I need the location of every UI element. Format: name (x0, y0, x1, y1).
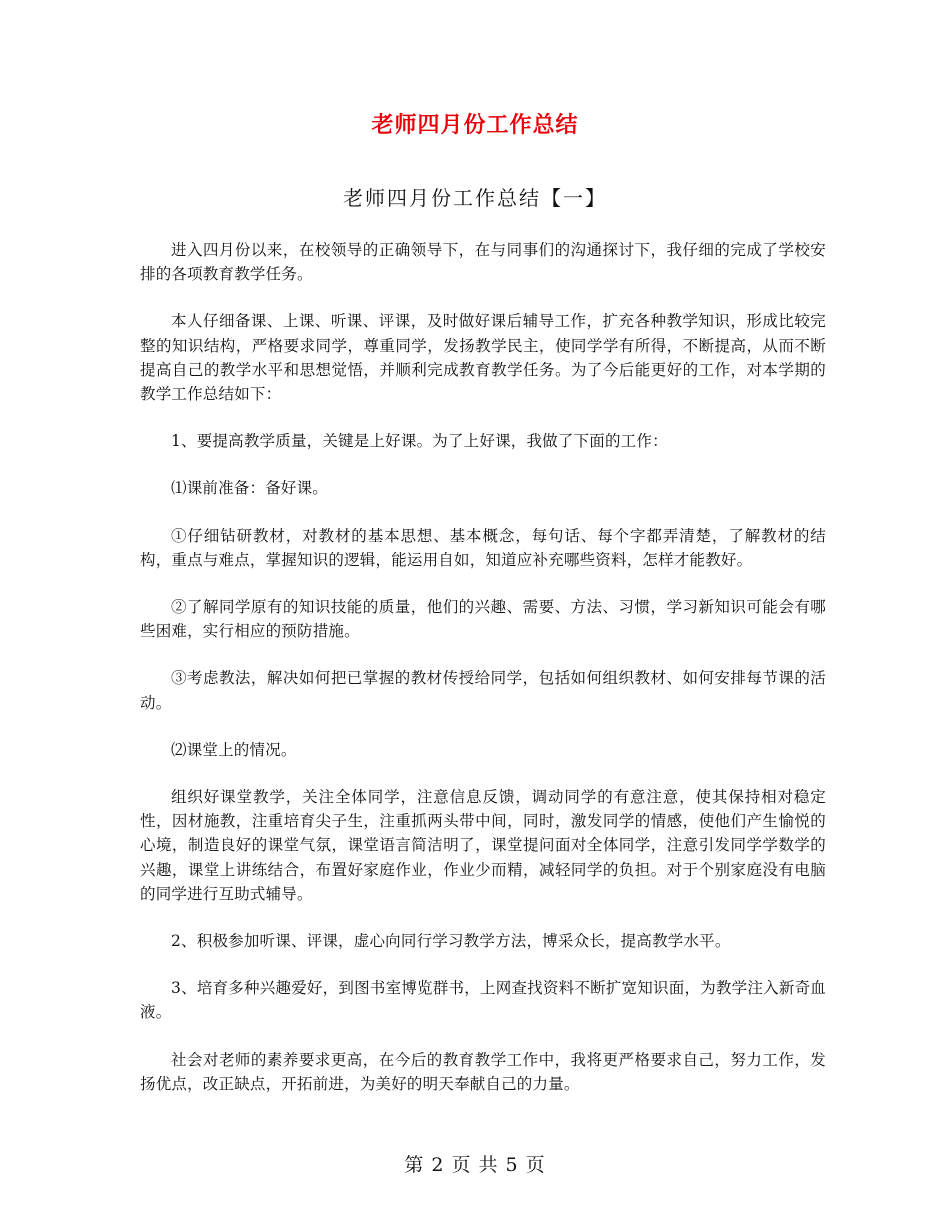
paragraph: ②了解同学原有的知识技能的质量，他们的兴趣、需要、方法、习惯，学习新知识可能会有哪些困难，实行相应的预防措施。 (140, 598, 826, 641)
paragraph: 进入四月份以来，在校领导的正确领导下，在与同事们的沟通探讨下，我仔细的完成了学校安排的各项教育教学任务。 (140, 241, 826, 284)
paragraph: ⑵课堂上的情况。 (171, 740, 297, 759)
paragraph: 2、积极参加听课、评课，虚心向同行学习教学方法，博采众长，提高教学水平。 (171, 932, 731, 951)
document-title: 老师四月份工作总结 (371, 112, 579, 138)
paragraph: 3、培育多种兴趣爱好，到图书室博览群书，上网查找资料不断扩宽知识面，为教学注入新奇血液。 (140, 979, 826, 1022)
paragraph: ③考虑教法，解决如何把已掌握的教材传授给同学，包括如何组织教材、如何安排每节课的活动。 (140, 669, 826, 712)
paragraph: 社会对老师的素养要求更高，在今后的教育教学工作中，我将更严格要求自己，努力工作，发扬优点，改正缺点，开拓前进，为美好的明天奉献自己的力量。 (140, 1050, 826, 1093)
document-body (140, 238, 826, 1119)
section-title: 老师四月份工作总结【一】 (343, 186, 607, 210)
paragraph: 1、要提高教学质量，关键是上好课。为了上好课，我做了下面的工作： (171, 432, 668, 451)
page-number-footer: 第 2 页 共 5 页 (404, 1154, 546, 1176)
paragraph: 本人仔细备课、上课、听课、评课，及时做好课后辅导工作，扩充各种教学知识，形成比较完整的知识结构，严格要求同学，尊重同学，发扬教学民主，使同学学有所得，不断提高，从而不断提高自己的教学水平和思想觉悟，并顺利完成教育教学任务。为了今后能更好的工作，对本学期的教学工作总结如下： (140, 312, 826, 404)
paragraph: 组织好课堂教学，关注全体同学，注意信息反馈，调动同学的有意注意，使其保持相对稳定性，因材施教，注重培育尖子生，注重抓两头带中间，同时，激发同学的情感，使他们产生愉悦的心境，制造良好的课堂气氛，课堂语言简洁明了，课堂提问面对全体同学，注意引发同学学数学的兴趣，课堂上讲练结合，布置好家庭作业，作业少而精，减轻同学的负担。对于个别家庭没有电脑的同学进行互助式辅导。 (140, 788, 826, 903)
paragraph: ①仔细钻研教材，对教材的基本思想、基本概念，每句话、每个字都弄清楚，了解教材的结构，重点与难点，掌握知识的逻辑，能运用自如，知道应补充哪些资料，怎样才能教好。 (140, 526, 826, 569)
paragraph: ⑴课前准备：备好课。 (171, 479, 329, 498)
